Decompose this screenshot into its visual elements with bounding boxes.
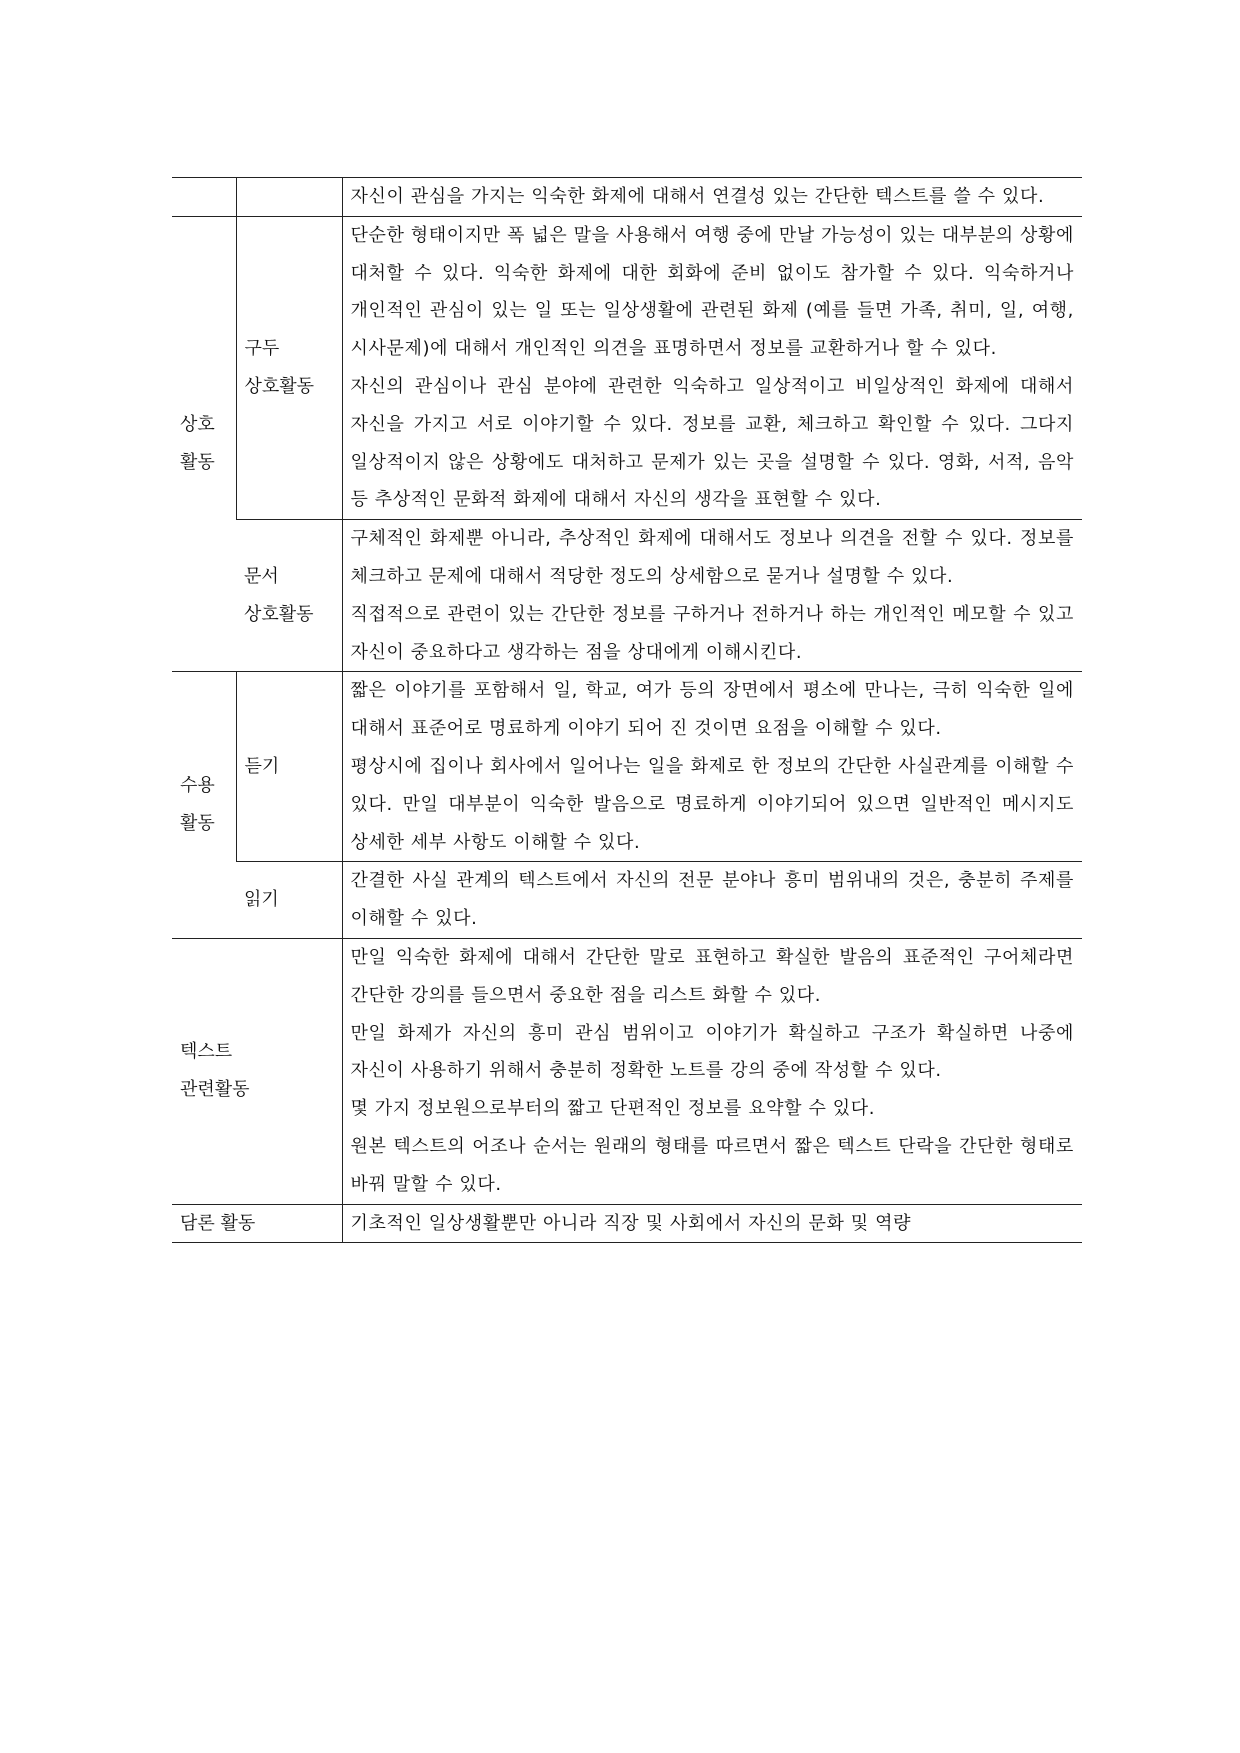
category-cell: 수용 활동 [172, 672, 236, 939]
subcategory-cell: 구두 상호활동 [236, 216, 342, 519]
category-cell: 담론 활동 [172, 1204, 342, 1243]
description-paragraph: 간결한 사실 관계의 텍스트에서 자신의 전문 분야나 흥미 범위내의 것은, 충분히 주제를 이해할 수 있다. [350, 870, 1074, 930]
description-paragraph: 평상시에 집이나 회사에서 일어나는 일을 화제로 한 정보의 간단한 사실관계를 이해할 수 있다. 만일 대부분이 익숙한 발음으로 명료하게 이야기되어 있으면 일반적인 메시지도 상세한 세부 사항도 이해할 수 있다. [350, 755, 1074, 853]
description-paragraph: 몇 가지 정보원으로부터의 짧고 단편적인 정보를 요약할 수 있다. [350, 1098, 876, 1120]
description-paragraph: 직접적으로 관련이 있는 간단한 정보를 구하거나 전하거나 하는 개인적인 메모할 수 있고 자신이 중요하다고 생각하는 점을 상대에게 이해시킨다. [350, 603, 1074, 663]
subcategory-cell: 듣기 [236, 672, 342, 862]
description-paragraph: 자신이 관심을 가지는 익숙한 화제에 대해서 연결성 있는 간단한 텍스트를 쓸 수 있다. [350, 186, 1045, 207]
table-row [172, 178, 1082, 217]
category-cell: 상호 활동 [172, 216, 236, 672]
subcategory-cell [236, 178, 342, 217]
description-paragraph: 짧은 이야기를 포함해서 일, 학교, 여가 등의 장면에서 평소에 만나는, 극히 익숙한 일에 대해서 표준어로 명료하게 이야기 되어 진 것이면 요점을 이해할 수 있다. [350, 680, 1074, 740]
description-paragraph: 기초적인 일상생활뿐만 아니라 직장 및 사회에서 자신의 문화 및 역량 [350, 1212, 912, 1234]
description-paragraph: 구체적인 화제뿐 아니라, 추상적인 화제에 대해서도 정보나 의견을 전할 수 있다. 정보를 체크하고 문제에 대해서 적당한 정도의 상세함으로 묻거나 설명할 수 있다. [350, 528, 1074, 587]
category-cell: 텍스트 관련활동 [172, 938, 342, 1204]
description-cell [342, 520, 1082, 672]
table-row [172, 1204, 1082, 1243]
table-row [172, 672, 1082, 862]
description-cell [342, 672, 1082, 862]
description-cell [342, 862, 1082, 939]
description-paragraph: 자신의 관심이나 관심 분야에 관련한 익숙하고 일상적이고 비일상적인 화제에 대해서 자신을 가지고 서로 이야기할 수 있다. 정보를 교환, 체크하고 확인할 수 있다. 그다지 일상적이지 않은 상황에도 대처하고 문제가 있는 곳을 설명할 수 있다. 영화, 서적, 음악 등 추상적인 문화적 화제에 대해서 자신의 생각을 표현할 수 있다. [350, 375, 1074, 511]
description-cell [342, 216, 1082, 519]
description-cell [342, 1204, 1082, 1243]
subcategory-cell: 문서 상호활동 [236, 520, 342, 672]
description-paragraph: 단순한 형태이지만 폭 넓은 말을 사용해서 여행 중에 만날 가능성이 있는 대부분의 상황에 대처할 수 있다. 익숙한 화제에 대한 회화에 준비 없이도 참가할 수 있다. 익숙하거나 개인적인 관심이 있는 일 또는 일상생활에 관련된 화제 (예를 들면 가족, 취미, 일, 여행, 시사문제)에 대해서 개인적인 의견을 표명하면서 정보를 교환하거나 할 수 있다. [350, 224, 1074, 360]
subcategory-cell: 읽기 [236, 862, 342, 939]
table-row [172, 216, 1082, 519]
table-row [172, 520, 1082, 672]
table-row [172, 862, 1082, 939]
category-cell [172, 178, 236, 217]
description-cell [342, 178, 1082, 217]
description-paragraph: 원본 텍스트의 어조나 순서는 원래의 형태를 따르면서 짧은 텍스트 단락을 간단한 형태로 바꿔 말할 수 있다. [350, 1135, 1074, 1195]
description-cell [342, 938, 1082, 1204]
table-row [172, 938, 1082, 1204]
description-paragraph: 만일 익숙한 화제에 대해서 간단한 말로 표현하고 확실한 발음의 표준적인 구어체라면 간단한 강의를 들으면서 중요한 점을 리스트 화할 수 있다. [350, 946, 1074, 1006]
proficiency-descriptor-table [172, 177, 1082, 1243]
description-paragraph: 만일 화제가 자신의 흥미 관심 범위이고 이야기가 확실하고 구조가 확실하면 나중에 자신이 사용하기 위해서 충분히 정확한 노트를 강의 중에 작성할 수 있다. [350, 1022, 1074, 1082]
